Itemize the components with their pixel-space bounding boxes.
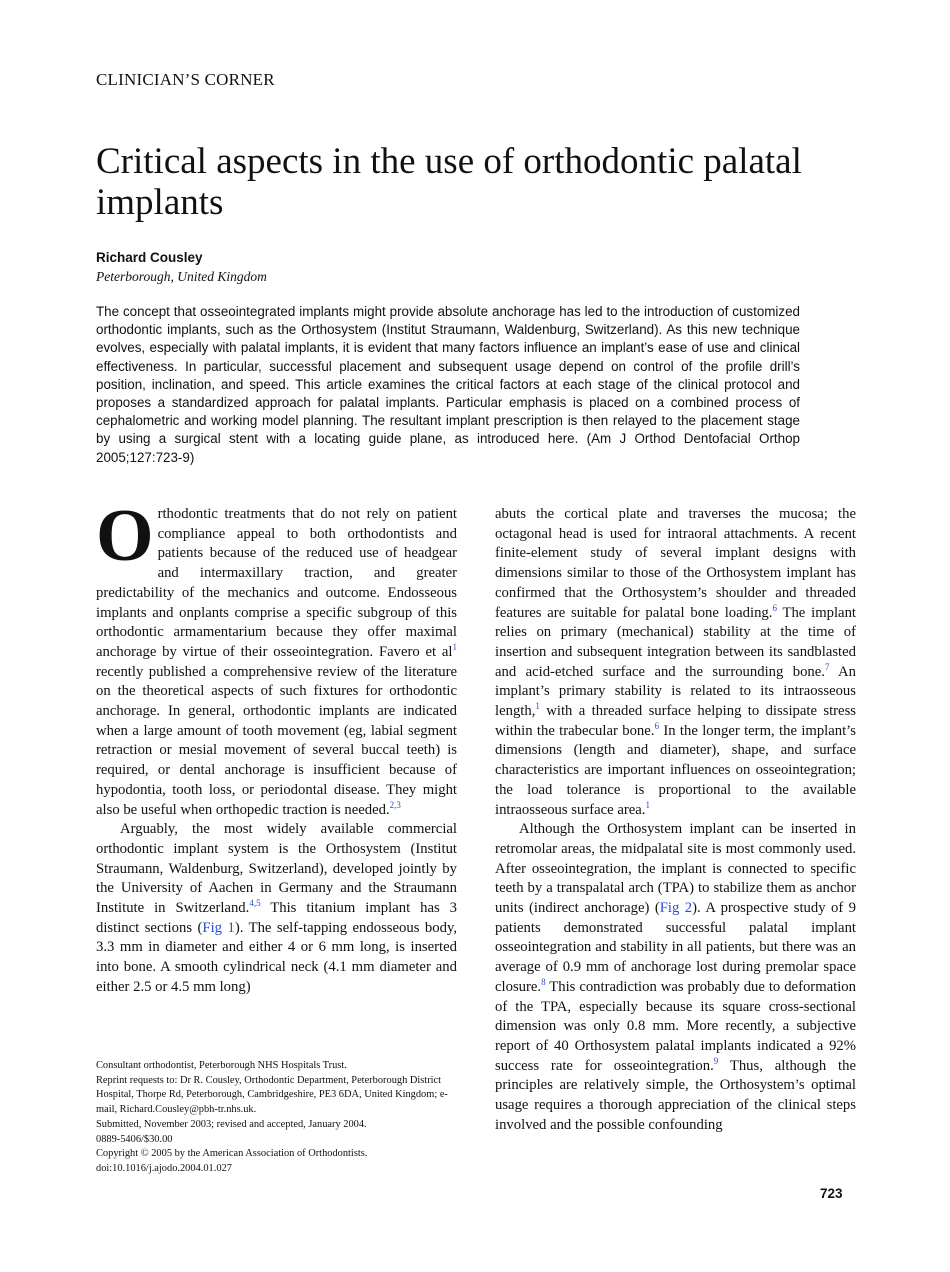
paragraph-text: This titanium implant has 3 distinct sections ( (96, 900, 457, 936)
right-column (495, 505, 856, 1136)
author-affiliation: Peterborough, United Kingdom (96, 269, 267, 284)
article-title: Critical aspects in the use of orthodontic palatal implants (96, 141, 802, 223)
paragraph (96, 495, 457, 820)
citation-ref[interactable]: 6 (654, 720, 659, 731)
footnote-copyright: Copyright © 2005 by the American Association of Orthodontists. (96, 1148, 368, 1160)
paragraph-text: abuts the cortical plate and traverses the mucosa; the octagonal head is used for intraoral attachments. A recent finite-element study of several implant designs with dimensions similar to those of the Orthosystem implant has confirmed that the Orthosystem’s shoulder and threaded features are suitable for palatal bone loading. (495, 506, 856, 621)
footnote-submission-dates: Submitted, November 2003; revised and accepted, January 2004. (96, 1118, 367, 1130)
paragraph-text: In the longer term, the implant’s dimensions (length and diameter), shape, and surface characteristics are important influences on osseointegration; the load tolerance is proportional to the available intraosseous surface area. (495, 722, 856, 818)
footnotes (96, 1059, 457, 1177)
citation-ref[interactable]: 9 (713, 1055, 719, 1066)
citation-ref[interactable]: 1 (645, 799, 650, 810)
paragraph-text: This contradiction was probably due to deformation of the TPA, especially because its square cross-sectional dimension was only 0.8 mm. More recently, a subjective report of 40 Orthosystem palatal implants indicated a 92% success rate for osseointegration. (495, 978, 856, 1074)
paragraph (495, 505, 856, 820)
paragraph-text: Although the Orthosystem implant can be inserted in retromolar areas, the midpalatal site is most commonly used. After osseointegration, the implant is connected to specific teeth by a transpalatal arch (TPA) to stabilize them as anchor units (indirect anchorage) ( (495, 821, 856, 917)
citation-ref[interactable]: 7 (824, 661, 830, 672)
paragraph-text: ). The self-tapping endosseous body, 3.3 mm in diameter and either 4 or 6 mm long, is inserted into bone. A smooth cylindrical neck (4.1 mm diameter and either 2.5 or 4.5 mm long) (96, 919, 458, 995)
citation-ref[interactable]: 4,5 (249, 898, 261, 909)
left-column (96, 495, 458, 998)
citation-ref[interactable]: 8 (541, 976, 546, 987)
paragraph-text: rthodontic treatments that do not rely on patient compliance appeal to both orthodontists and patients because of the reduced use of headgear and intermaxillary traction, and greater predictability of the mechanics and outcome. Endosseous implants and onplants comprise a specific subgroup of this orthodontic armamentarium because they offer maximal anchorage by virtue of their osseointegration. Favero et al (96, 506, 457, 660)
paragraph-text: The implant relies on primary (mechanical) stability at the time of insertion and subsequent integration between its sandblasted and acid-etched surface and the surrounding bone. (495, 604, 856, 680)
section-label: CLINICIAN’S CORNER (96, 70, 275, 89)
paragraph-text: An implant’s primary stability is related to its intraosseous length, (495, 663, 856, 720)
footnote-affiliation: Consultant orthodontist, Peterborough NHS Hospitals Trust. (96, 1060, 347, 1071)
footnote-issn-price: 0889-5406/$30.00 (96, 1133, 173, 1145)
citation-ref[interactable]: 2,3 (389, 799, 401, 810)
citation-ref[interactable]: 1 (452, 641, 457, 652)
paragraph-text: with a threaded surface helping to dissipate stress within the trabecular bone. (495, 703, 856, 739)
page-number: 723 (820, 1186, 843, 1201)
paragraph-text: recently published a comprehensive review of the literature on the theoretical aspects of such fixtures for orthodontic anchorage. In general, orthodontic implants are indicated when a large amount of tooth movement (eg, labial segment retraction or mesial movement of several buccal teeth) is required, or dental anchorage is insufficient because of hypodontia, tooth loss, or periodontal disease. They might also be useful when orthopedic traction is needed. (96, 663, 457, 818)
citation-ref[interactable]: 1 (535, 701, 540, 712)
figure-link[interactable]: Fig 1 (202, 919, 235, 936)
paragraph-text: Thus, although the principles are relatively simple, the Orthosystem’s optimal usage requires a thorough appreciation of the clinical steps involved and the possible confounding (495, 1057, 856, 1133)
abstract: The concept that osseointegrated implants might provide absolute anchorage has led to the introduction of customized orthodontic implants, such as the Orthosystem (Institut Straumann, Waldenburg, Switzerland). As this new technique evolves, especially with palatal implants, it is evident that many factors influence an implant’s ease of use and clinical effectiveness. In particular, successful placement and subsequent usage depend on control of the profile drill’s position, inclination, and speed. This article examines the critical factors at each stage of the clinical protocol and proposes a standardized approach for palatal implants. Particular emphasis is placed on a combined process of cephalometric and working model planning. The resultant implant prescription is then relayed to the placement stage by using a surgical stent with a locating guide plane, as introduced here. (Am J Orthod Dentofacial Orthop 2005;127:723-9) (96, 304, 800, 465)
paragraph-text: ). A prospective study of 9 patients demonstrated successful palatal implant osseointegration and stability in all patients, but there was an average of 0.9 mm of anchorage lost during premolar space closure. (495, 900, 857, 995)
paragraph (495, 820, 856, 1135)
drop-cap: O (96, 495, 154, 577)
footnote-reprint-requests: Reprint requests to: Dr R. Cousley, Orthodontic Department, Peterborough District Hospital, Thorpe Rd, Peterborough, Cambridgeshire, PE3 6DA, United Kingdom; e-mail, Richard.Cousley@pbh-tr.nhs.uk. (96, 1074, 448, 1116)
citation-ref[interactable]: 6 (772, 602, 777, 613)
footnote-doi: doi:10.1016/j.ajodo.2004.01.027 (96, 1162, 232, 1174)
figure-link[interactable]: Fig 2 (659, 900, 693, 917)
author-name: Richard Cousley (96, 250, 203, 265)
paragraph (96, 820, 457, 997)
paragraph-text: Arguably, the most widely available commercial orthodontic implant system is the Orthosystem (Institut Straumann, Waldenburg, Switzerland), developed jointly by the University of Aachen in Germany and the Straumann Institute in Switzerland. (96, 821, 457, 917)
